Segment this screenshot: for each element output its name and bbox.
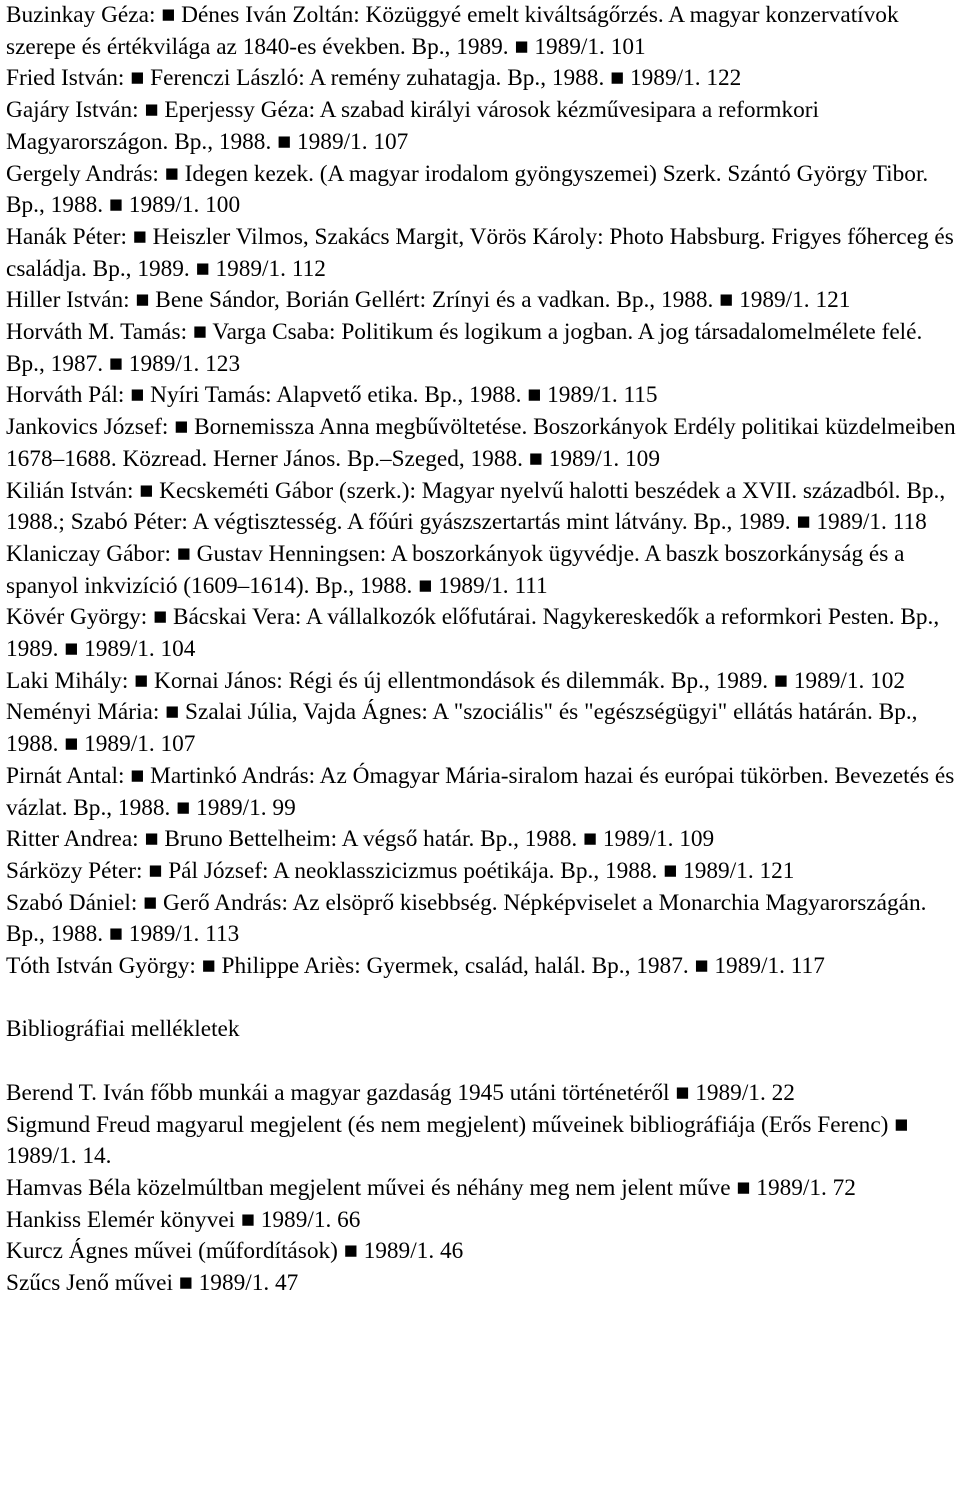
review-entry: Jankovics József: ■ Bornemissza Anna megbűvöltetése. Boszorkányok Erdély politikai küzdelmeiben 1678–1688. Közread. Herner János. Bp.–Szeged, 1988. ■ 1989/1. 109 (6, 414, 956, 472)
review-entry: Klaniczay Gábor: ■ Gustav Henningsen: A boszorkányok ügyvédje. A baszk boszorkányság és a spanyol inkvizíció (1609–1614). Bp., 1988. ■ 1989/1. 111 (6, 540, 905, 599)
review-entry: Ritter Andrea: ■ Bruno Bettelheim: A végső határ. Bp., 1988. ■ 1989/1. 109 (6, 826, 715, 853)
bibliography-entry: Sigmund Freud magyarul megjelent (és nem megjelent) műveinek bibliográfiája (Erős Ferenc) ■ 1989/1. 14. (6, 1111, 909, 1170)
review-entry: Sárközy Péter: ■ Pál József: A neoklasszicizmus poétikája. Bp., 1988. ■ 1989/1. 121 (6, 857, 795, 884)
review-entry: Laki Mihály: ■ Kornai János: Régi és új ellentmondások és dilemmák. Bp., 1989. ■ 1989/1. 102 (6, 667, 906, 694)
review-entry: Fried István: ■ Ferenczi László: A remény zuhatagja. Bp., 1988. ■ 1989/1. 122 (6, 65, 742, 92)
bibliography-list (6, 1078, 956, 1300)
review-entry: Horváth M. Tamás: ■ Varga Csaba: Politikum és logikum a jogban. A jog társadalomelmélete felé. Bp., 1987. ■ 1989/1. 123 (6, 319, 923, 377)
review-entry: Gergely András: ■ Idegen kezek. (A magyar irodalom gyöngyszemei) Szerk. Szántó György Tibor. Bp., 1988. ■ 1989/1. 100 (6, 160, 929, 219)
review-entries-list (6, 0, 956, 983)
bibliography-entry: Hamvas Béla közelmúltban megjelent művei és néhány meg nem jelent műve ■ 1989/1. 72 (6, 1174, 856, 1201)
bibliography-entry: Kurcz Ágnes művei (műfordítások) ■ 1989/1. 46 (6, 1238, 464, 1265)
review-entry: Szabó Dániel: ■ Gerő András: Az elsöprő kisebbség. Népképviselet a Monarchia Magyarországán. Bp., 1988. ■ 1989/1. 113 (6, 889, 927, 948)
review-entry: Pirnát Antal: ■ Martinkó András: Az Ómagyar Mária-siralom hazai és európai tükörben. Bevezetés és vázlat. Bp., 1988. ■ 1989/1. 99 (6, 762, 955, 821)
bibliography-entry: Szűcs Jenő művei ■ 1989/1. 47 (6, 1270, 299, 1297)
section-heading: Bibliográfiai mellékletek (6, 1016, 240, 1043)
bibliography-entry: Hankiss Elemér könyvei ■ 1989/1. 66 (6, 1206, 361, 1233)
review-entry: Gajáry István: ■ Eperjessy Géza: A szabad királyi városok kézművesipara a reformkori Magyarországon. Bp., 1988. ■ 1989/1. 107 (6, 97, 819, 155)
review-entry: Kövér György: ■ Bácskai Vera: A vállalkozók előfutárai. Nagykereskedők a reformkori Pesten. Bp., 1989. ■ 1989/1. 104 (6, 604, 940, 663)
review-entry: Horváth Pál: ■ Nyíri Tamás: Alapvető etika. Bp., 1988. ■ 1989/1. 115 (6, 382, 658, 409)
review-entry: Tóth István György: ■ Philippe Ariès: Gyermek, család, halál. Bp., 1987. ■ 1989/1. 117 (6, 953, 825, 980)
review-entry: Neményi Mária: ■ Szalai Júlia, Vajda Ágnes: A "szociális" és "egészségügyi" ellátás határán. Bp., 1988. ■ 1989/1. 107 (6, 699, 918, 758)
review-entry: Buzinkay Géza: ■ Dénes Iván Zoltán: Közüggyé emelt kiváltságőrzés. A magyar konzervatívok szerepe és értékvilága az 1840-es években. Bp., 1989. ■ 1989/1. 101 (6, 2, 899, 60)
review-entry: Kilián István: ■ Kecskeméti Gábor (szerk.): Magyar nyelvű halotti beszédek a XVII. századból. Bp., 1988.; Szabó Péter: A végtisztesség. A főúri gyászszertartás mint látvány. Bp., 1989. ■ 1989/1. 118 (6, 477, 946, 536)
review-entry: Hiller István: ■ Bene Sándor, Borián Gellért: Zrínyi és a vadkan. Bp., 1988. ■ 1989/1. 121 (6, 287, 851, 314)
bibliography-entry: Berend T. Iván főbb munkái a magyar gazdaság 1945 utáni történetéről ■ 1989/1. 22 (6, 1079, 795, 1106)
review-entry: Hanák Péter: ■ Heiszler Vilmos, Szakács Margit, Vörös Károly: Photo Habsburg. Frigyes főherceg és családja. Bp., 1989. ■ 1989/1. 112 (6, 223, 954, 282)
